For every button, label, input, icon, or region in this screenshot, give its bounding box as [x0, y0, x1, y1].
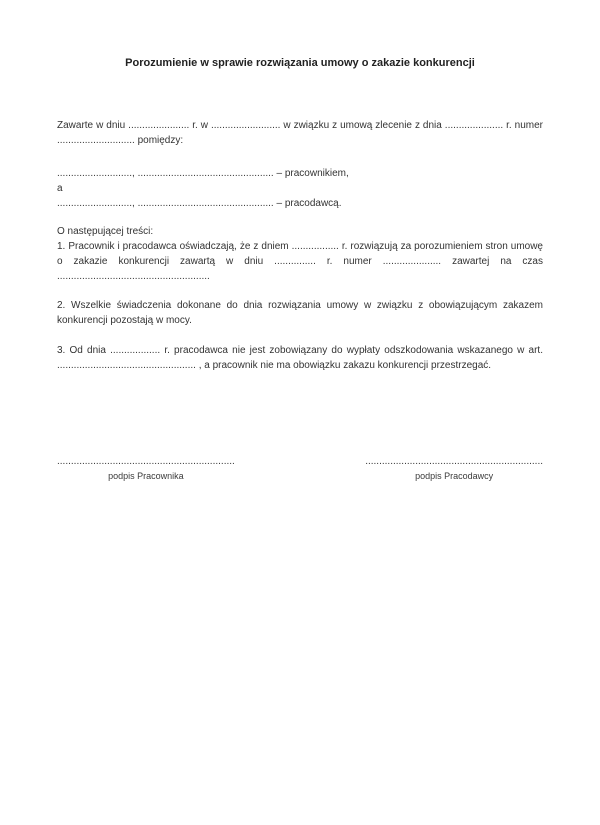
- intro-paragraph: Zawarte w dniu ...................... r. w ......................... w związku z umową zlecenie z dnia ..................... r. numer ............................ pomiędzy:: [57, 120, 543, 146]
- employee-signature-label: podpis Pracownika: [108, 471, 184, 481]
- signature-row: [57, 455, 543, 482]
- content-section: [57, 224, 543, 284]
- party-employee-line: ..........................., ................................................. – pracownikiem,: [57, 168, 349, 179]
- employer-signature-label: podpis Pracodawcy: [415, 471, 494, 481]
- clause-1: 1. Pracownik i pracodawca oświadczają, że z dniem ................. r. rozwiązują za porozumieniem stron umowę o zakazie konkurencji zawartą w dniu ............... r. numer ..................... zawartej na czas .......................................................: [57, 241, 543, 282]
- document-title: Porozumienie w sprawie rozwiązania umowy o zakazie konkurencji: [125, 57, 475, 69]
- signature-block-employer: [365, 455, 543, 482]
- employee-signature-line: ................................................................: [57, 456, 235, 467]
- parties-section: [57, 166, 543, 211]
- party-employer-line: ..........................., ................................................. – pracodawcą.: [57, 198, 342, 209]
- conjunction-line: a: [57, 183, 63, 194]
- signature-block-employee: [57, 455, 235, 482]
- content-heading: O następującej treści:: [57, 226, 154, 237]
- clause-2: 2. Wszelkie świadczenia dokonane do dnia rozwiązania umowy w związku z obowiązującym zakazem konkurencji pozostają w mocy.: [57, 300, 543, 326]
- employer-signature-line: ................................................................: [365, 456, 543, 467]
- clause-3: 3. Od dnia .................. r. pracodawca nie jest zobowiązany do wypłaty odszkodowania wskazanego w art. .................................................. , a pracownik nie ma obowiązku zakazu konkurencji przestrzegać.: [57, 345, 543, 371]
